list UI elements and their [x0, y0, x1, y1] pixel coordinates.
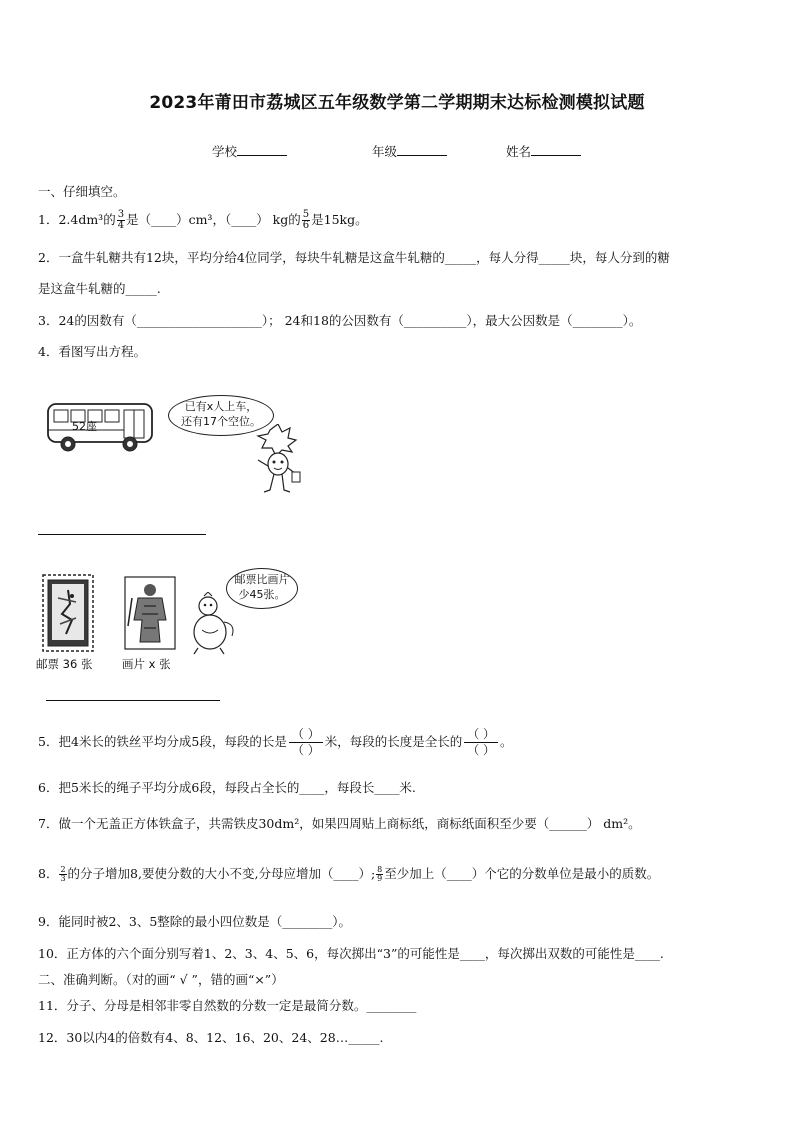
q1-text-c: 是15kg。 [311, 212, 368, 227]
cartoon-character-2-icon [186, 592, 240, 656]
school-field[interactable] [212, 142, 287, 160]
q5-blank-fraction-2[interactable] [464, 727, 498, 758]
q7-text-a: 7．做一个无盖正方体铁盒子，共需铁皮 [38, 816, 259, 831]
q8-text-a: 8． [38, 866, 59, 881]
question-2-line-1: 2．一盒牛轧糖共有12块，平均分给4位同学，每块牛轧糖是这盒牛轧糖的_____，每人分得_____块，每人分到的糖 [38, 250, 670, 265]
stamp-bubble-line-2: 少45张。 [238, 588, 286, 601]
q8-fraction-2 [376, 866, 383, 883]
school-label: 学校 [212, 144, 238, 159]
grade-field[interactable] [372, 142, 447, 160]
stamp-caption: 邮票 36 张 [36, 657, 93, 671]
picture-card-illustration [124, 576, 176, 650]
name-field[interactable] [506, 142, 581, 160]
name-label: 姓名 [506, 144, 532, 159]
question-12: 12．30以内4的倍数有4、8、12、16、20、24、28…_____. [38, 1030, 384, 1045]
q1-frac1-num: 3 [117, 209, 125, 220]
q5-text-b: 米，每段的长度是全长的 [324, 734, 463, 749]
stamp-bubble-line-1: 邮票比画片 [234, 573, 290, 586]
cartoon-character-icon [248, 424, 308, 496]
q5-frac2-den: （ ） [467, 743, 496, 757]
stamp-illustration [42, 574, 94, 652]
picture-caption: 画片 x 张 [122, 657, 171, 671]
bus-bubble-line-1: 已有x人上车， [184, 400, 258, 413]
school-blank [237, 143, 287, 156]
q5-text-a: 5．把4米长的铁丝平均分成5段，每段的长是 [38, 734, 287, 749]
q4-answer-line-1[interactable] [38, 534, 206, 535]
grade-label: 年级 [372, 144, 398, 159]
question-6: 6．把5米长的绳子平均分成6段，每段占全长的____，每段长____米. [38, 780, 416, 795]
q8-frac2-den: 9 [377, 874, 383, 883]
q1-text-a: 1．2.4dm³的 [38, 212, 116, 227]
q8-frac2-num: 8 [377, 865, 383, 874]
q5-frac1-den: （ ） [291, 743, 320, 757]
q1-fraction-1 [117, 210, 125, 231]
question-3: 3．24的因数有（____________________）； 24和18的公因数有（__________），最大公因数是（________）。 [38, 313, 642, 328]
question-11: 11．分子、分母是相邻非零自然数的分数一定是最简分数。________ [38, 998, 417, 1013]
question-10: 10．正方体的六个面分别写着1、2、3、4、5、6，每次掷出“3”的可能性是____，每次掷出双数的可能性是____. [38, 946, 664, 961]
name-blank [531, 143, 581, 156]
section-2-heading: 二、准确判断。（对的画“ √ ”，错的画“×”） [38, 972, 284, 987]
q5-frac2-num: （ ） [464, 727, 498, 743]
question-1 [38, 210, 368, 231]
q4-answer-line-2[interactable] [46, 700, 220, 701]
q1-frac1-den: 4 [117, 220, 125, 231]
q7-area-value: 30dm² [258, 816, 300, 831]
q5-text-c: 。 [500, 734, 513, 749]
bus-seat-label: 52座 [72, 420, 97, 433]
q5-blank-fraction-1[interactable] [289, 727, 323, 758]
grade-blank [397, 143, 447, 156]
question-7 [38, 815, 641, 833]
q8-fraction-1 [59, 866, 66, 883]
section-1-heading: 一、仔细填空。 [38, 184, 126, 199]
question-8 [38, 865, 659, 883]
page-title: 2023年莆田市荔城区五年级数学第二学期期末达标检测模拟试题 [149, 93, 645, 113]
q1-text-b: 是（____）cm³，（____） kg的 [126, 212, 301, 227]
q8-text-b: 的分子增加8,要使分数的大小不变,分母应增加（____）; [67, 866, 376, 881]
q1-fraction-2 [302, 210, 310, 231]
bus-illustration [46, 398, 158, 454]
question-2-line-2: 是这盒牛轧糖的_____. [38, 281, 161, 296]
q7-text-b: ，如果四周贴上商标纸，商标纸面积至少要（______） dm²。 [299, 816, 641, 831]
question-4: 4．看图写出方程。 [38, 344, 146, 359]
bus-bubble-line-2: 还有17个空位。 [181, 415, 261, 428]
question-9: 9．能同时被2、3、5整除的最小四位数是（________）。 [38, 914, 352, 929]
q8-frac1-num: 2 [60, 865, 66, 874]
q8-frac1-den: 3 [60, 874, 66, 883]
q5-frac1-num: （ ） [289, 727, 323, 743]
q8-text-c: 至少加上（____）个它的分数单位是最小的质数。 [384, 866, 660, 881]
question-5 [38, 727, 513, 758]
q1-frac2-num: 5 [302, 209, 310, 220]
q1-frac2-den: 6 [302, 220, 310, 231]
